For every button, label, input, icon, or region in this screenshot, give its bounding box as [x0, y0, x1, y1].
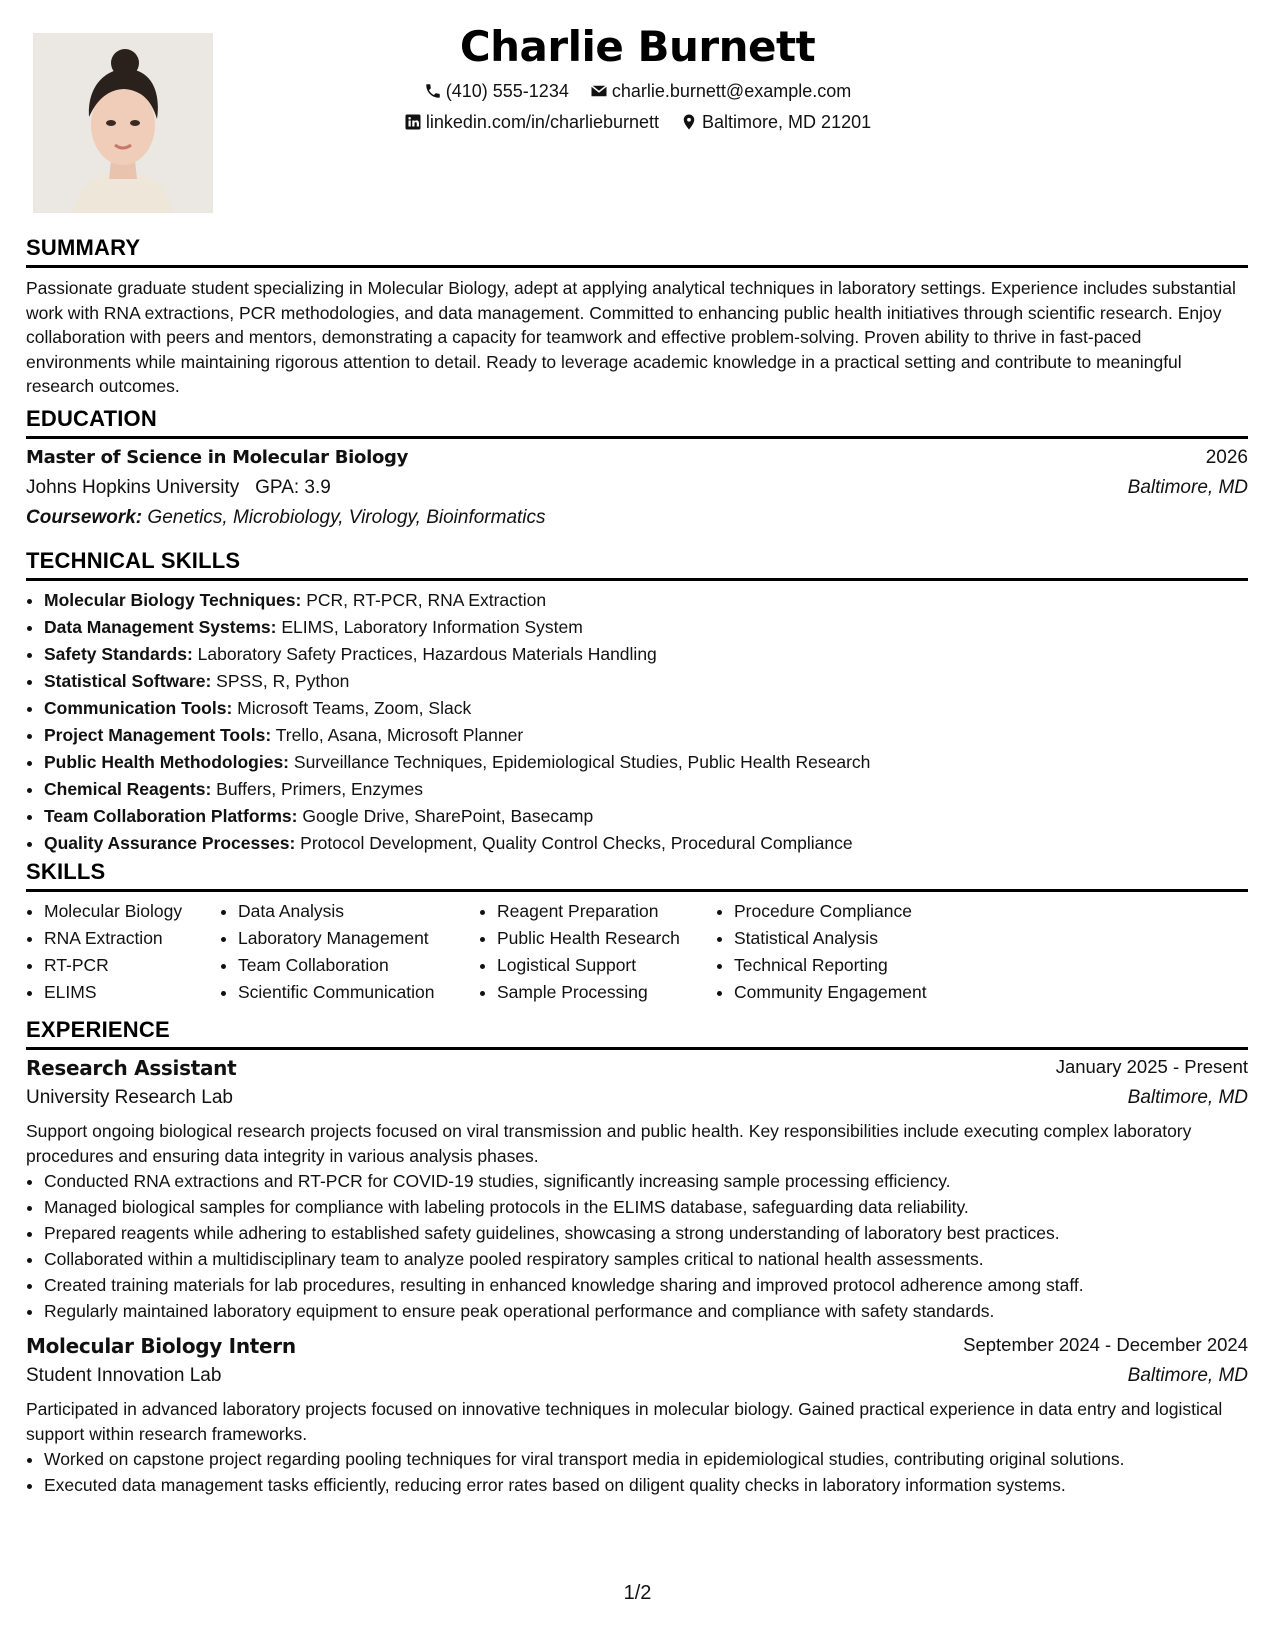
list-item: • Created training materials for lab procedures, resulting in enhanced knowledge sharing and improved protocol adherence among staff. — [44, 1272, 1248, 1298]
experience-section — [26, 1017, 1248, 1498]
technical-skills-section — [26, 548, 1248, 857]
job-dates: September 2024 - December 2024 — [963, 1334, 1248, 1355]
list-item: • Worked on capstone project regarding pooling techniques for viral transport media in epidemiological studies, contributing original solutions. — [44, 1446, 1248, 1472]
job-header-row — [26, 1334, 1248, 1365]
job-entry — [26, 1334, 1248, 1498]
gpa: GPA: 3.9 — [255, 477, 331, 498]
list-item: • Reagent Preparation — [497, 898, 680, 925]
job-org-row — [26, 1365, 1248, 1397]
list-item: • Scientific Communication — [238, 979, 434, 1006]
linkedin-contact[interactable] — [404, 112, 659, 133]
school-location: Baltimore, MD — [1127, 477, 1248, 498]
job-organization: University Research Lab — [26, 1087, 233, 1108]
section-title: TECHNICAL SKILLS — [26, 548, 1248, 581]
list-item — [44, 668, 1248, 695]
list-item — [44, 830, 1248, 857]
school-info — [26, 477, 331, 499]
list-item: • Conducted RNA extractions and RT-PCR for COVID-19 studies, significantly increasing sample processing efficiency. — [44, 1168, 1248, 1194]
skill-category: Molecular Biology Techniques: — [44, 590, 302, 610]
list-item: • Technical Reporting — [734, 952, 927, 979]
skills-column-3 — [479, 898, 680, 1006]
skill-category: Safety Standards: — [44, 644, 193, 664]
contact-line-2 — [0, 112, 1275, 133]
phone-text: (410) 555-1234 — [445, 81, 569, 101]
page-number: 1/2 — [623, 1582, 652, 1604]
skill-category: Public Health Methodologies: — [44, 752, 290, 772]
list-item — [44, 587, 1248, 614]
envelope-icon — [590, 82, 608, 100]
skill-values: ELIMS, Laboratory Information System — [281, 617, 583, 637]
job-location: Baltimore, MD — [1127, 1365, 1248, 1386]
email-contact[interactable] — [590, 81, 851, 102]
list-item: • RNA Extraction — [44, 925, 182, 952]
list-item: • Managed biological samples for compliance with labeling protocols in the ELIMS database, safeguarding data reliability. — [44, 1194, 1248, 1220]
section-title: SUMMARY — [26, 235, 1248, 268]
section-title: EXPERIENCE — [26, 1017, 1248, 1050]
list-item: • Executed data management tasks efficiently, reducing error rates based on diligent quality checks in laboratory information systems. — [44, 1472, 1248, 1498]
list-item — [44, 803, 1248, 830]
location-text: Baltimore, MD 21201 — [702, 112, 872, 132]
list-item: • Procedure Compliance — [734, 898, 927, 925]
list-item: • Molecular Biology — [44, 898, 182, 925]
list-item: • Regularly maintained laboratory equipment to ensure peak operational performance and compliance with safety standards. — [44, 1298, 1248, 1324]
job-organization: Student Innovation Lab — [26, 1365, 222, 1386]
list-item: • Public Health Research — [497, 925, 680, 952]
skill-category: Data Management Systems: — [44, 617, 277, 637]
skill-category: Quality Assurance Processes: — [44, 833, 296, 853]
list-item — [44, 614, 1248, 641]
summary-section — [26, 235, 1248, 399]
summary-text: Passionate graduate student specializing in Molecular Biology, adept at applying analytical techniques in laboratory settings. Experience includes substantial work with RNA extractions, PCR methodologies, and data management. Committed to enhancing public health initiatives through scientific research. Enjoy collaboration with peers and mentors, demonstrating a capacity for teamwork and effective problem-solving. Proven ability to thrive in fast-paced environments while maintaining rigorous attention to detail. Ready to leverage academic knowledge in a practical setting and contribute to meaningful research outcomes. — [26, 278, 1236, 396]
linkedin-icon — [404, 113, 422, 131]
list-item: • Team Collaboration — [238, 952, 434, 979]
list-item — [44, 722, 1248, 749]
skills-column-2 — [220, 898, 434, 1006]
list-item: • Sample Processing — [497, 979, 680, 1006]
skill-values: Protocol Development, Quality Control Checks, Procedural Compliance — [300, 833, 853, 853]
section-title: EDUCATION — [26, 406, 1248, 439]
job-title: Research Assistant — [26, 1056, 237, 1080]
job-summary: Support ongoing biological research projects focused on viral transmission and public health. Key responsibilities include executing complex laboratory procedures and ensuring data integrity in various analysis phases. — [26, 1121, 1192, 1166]
skill-category: Team Collaboration Platforms: — [44, 806, 298, 826]
education-section — [26, 406, 1248, 537]
job-location: Baltimore, MD — [1127, 1087, 1248, 1108]
job-bullets — [26, 1168, 1248, 1324]
coursework-label: Coursework: — [26, 507, 143, 528]
skill-category: Project Management Tools: — [44, 725, 272, 745]
skill-values: Laboratory Safety Practices, Hazardous Materials Handling — [197, 644, 657, 664]
list-item: • Logistical Support — [497, 952, 680, 979]
skill-values: Trello, Asana, Microsoft Planner — [275, 725, 524, 745]
list-item — [44, 695, 1248, 722]
degree-row — [26, 447, 1248, 477]
candidate-name: Charlie Burnett — [459, 22, 816, 71]
degree-name: Master of Science in Molecular Biology — [26, 447, 409, 468]
skill-values: Surveillance Techniques, Epidemiological Studies, Public Health Research — [293, 752, 871, 772]
job-dates: January 2025 - Present — [1055, 1056, 1248, 1077]
list-item: • RT-PCR — [44, 952, 182, 979]
graduation-year: 2026 — [1205, 447, 1248, 468]
coursework-list: Genetics, Microbiology, Virology, Bioinformatics — [147, 507, 546, 528]
skill-category: Statistical Software: — [44, 671, 212, 691]
email-text: charlie.burnett@example.com — [611, 81, 852, 101]
contact-line-1 — [0, 81, 1275, 102]
list-item: • ELIMS — [44, 979, 182, 1006]
coursework — [26, 507, 546, 529]
job-bullets — [26, 1446, 1248, 1498]
job-summary: Participated in advanced laboratory projects focused on innovative techniques in molecular biology. Gained practical experience in data entry and logistical support within research frameworks. — [26, 1399, 1223, 1444]
skill-values: PCR, RT-PCR, RNA Extraction — [306, 590, 547, 610]
location-contact — [680, 112, 871, 133]
job-org-row — [26, 1087, 1248, 1119]
technical-skills-list — [26, 587, 1248, 857]
skill-category: Chemical Reagents: — [44, 779, 212, 799]
list-item: • Collaborated within a multidisciplinary team to analyze pooled respiratory samples critical to national health assessments. — [44, 1246, 1248, 1272]
phone-contact[interactable] — [424, 81, 569, 102]
skills-grid — [26, 898, 1248, 1010]
list-item — [44, 641, 1248, 668]
school-row — [26, 477, 1248, 507]
linkedin-text: linkedin.com/in/charlieburnett — [425, 112, 660, 132]
skill-values: Google Drive, SharePoint, Basecamp — [302, 806, 594, 826]
list-item: • Prepared reagents while adhering to established safety guidelines, showcasing a strong understanding of laboratory best practices. — [44, 1220, 1248, 1246]
school-name: Johns Hopkins University — [26, 477, 240, 498]
skill-values: SPSS, R, Python — [216, 671, 350, 691]
skill-values: Microsoft Teams, Zoom, Slack — [237, 698, 472, 718]
job-header-row — [26, 1056, 1248, 1087]
list-item: • Statistical Analysis — [734, 925, 927, 952]
skills-section — [26, 859, 1248, 1010]
section-title: SKILLS — [26, 859, 1248, 892]
list-item: • Laboratory Management — [238, 925, 434, 952]
list-item — [44, 776, 1248, 803]
skill-values: Buffers, Primers, Enzymes — [216, 779, 423, 799]
phone-icon — [424, 82, 442, 100]
map-marker-icon — [680, 113, 698, 131]
coursework-row — [26, 507, 1248, 537]
list-item — [44, 749, 1248, 776]
skill-category: Communication Tools: — [44, 698, 233, 718]
skills-column-4 — [716, 898, 927, 1006]
list-item: • Community Engagement — [734, 979, 927, 1006]
job-title: Molecular Biology Intern — [26, 1334, 296, 1358]
skills-column-1 — [26, 898, 182, 1006]
list-item: • Data Analysis — [238, 898, 434, 925]
job-entry — [26, 1056, 1248, 1324]
